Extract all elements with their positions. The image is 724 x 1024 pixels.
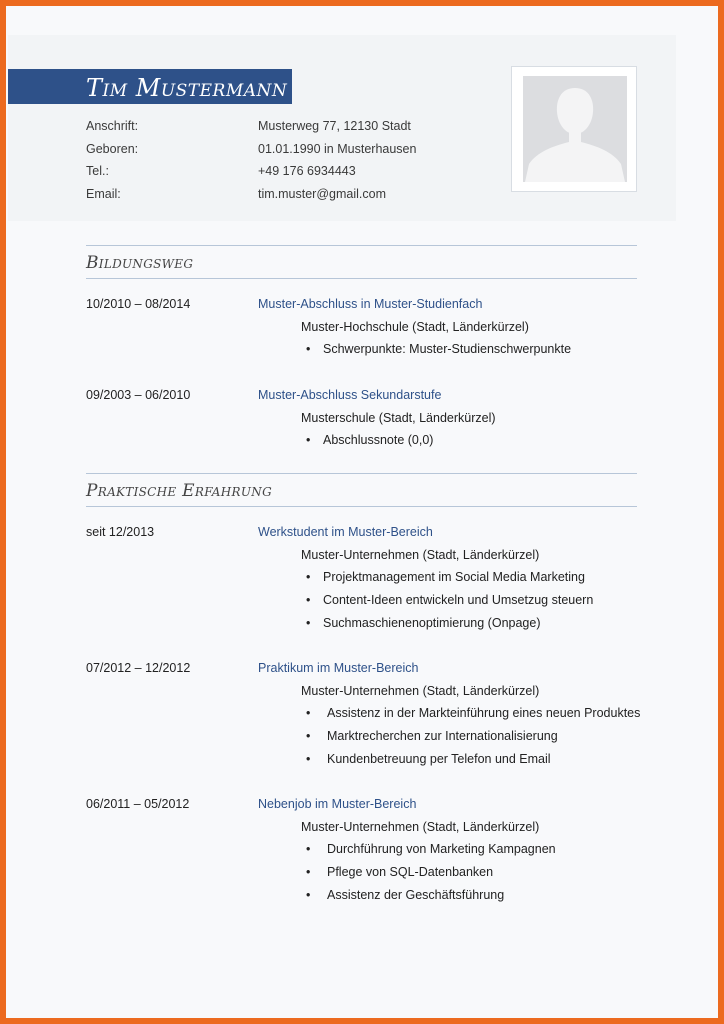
- section-rule-top: [86, 245, 637, 246]
- entry-org: Muster-Hochschule (Stadt, Länderkürzel): [301, 320, 529, 334]
- contact-value: 01.01.1990 in Musterhausen: [258, 142, 417, 156]
- section-rule-top: [86, 473, 637, 474]
- bullet-dot-icon: •: [306, 752, 311, 766]
- entry-date: seit 12/2013: [86, 525, 155, 539]
- list-item-text: Marktrecherchen zur Internationalisierung: [327, 729, 558, 743]
- entry-date: 09/2003 – 06/2010: [86, 388, 191, 402]
- list-item-text: Suchmaschienenoptimierung (Onpage): [323, 616, 541, 630]
- bullet-dot-icon: •: [306, 842, 311, 856]
- entry-org: Musterschule (Stadt, Länderkürzel): [301, 411, 496, 425]
- bullet-dot-icon: •: [306, 706, 311, 720]
- entry-title: Muster-Abschluss Sekundarstufe: [258, 388, 442, 402]
- contact-value: tim.muster@gmail.com: [258, 187, 386, 201]
- list-item-text: Assistenz der Geschäftsführung: [327, 888, 505, 902]
- entry-title: Nebenjob im Muster-Bereich: [258, 797, 417, 811]
- entry-org: Muster-Unternehmen (Stadt, Länderkürzel): [301, 820, 540, 834]
- list-item-text: Durchführung von Marketing Kampagnen: [327, 842, 556, 856]
- section-title-education: Bildungsweg: [86, 253, 194, 273]
- profile-photo: [511, 66, 637, 192]
- section-rule-bottom: [86, 506, 637, 507]
- bullet-dot-icon: •: [306, 865, 311, 879]
- entry-date: 07/2012 – 12/2012: [86, 661, 191, 675]
- list-item-text: Schwerpunkte: Muster-Studienschwerpunkte: [323, 342, 572, 356]
- entry-org: Muster-Unternehmen (Stadt, Länderkürzel): [301, 548, 540, 562]
- bullet-dot-icon: •: [306, 433, 311, 447]
- contact-label: Tel.:: [86, 164, 109, 178]
- list-item-text: Assistenz in der Markteinführung eines neuen Produktes: [327, 706, 641, 720]
- list-item-text: Pflege von SQL-Datenbanken: [327, 865, 494, 879]
- entry-org: Muster-Unternehmen (Stadt, Länderkürzel): [301, 684, 540, 698]
- contact-label: Email:: [86, 187, 121, 201]
- entry-date: 10/2010 – 08/2014: [86, 297, 191, 311]
- list-item-text: Abschlussnote (0,0): [323, 433, 434, 447]
- entry-title: Werkstudent im Muster-Bereich: [258, 525, 433, 539]
- contact-label: Geboren:: [86, 142, 139, 156]
- contact-value: +49 176 6934443: [258, 164, 356, 178]
- person-placeholder-icon: [523, 76, 627, 182]
- list-item-text: Content-Ideen entwickeln und Umsetzug steuern: [323, 593, 594, 607]
- section-title-experience: Praktische Erfahrung: [86, 481, 272, 501]
- candidate-name: Tim Mustermann: [86, 74, 288, 102]
- contact-value: Musterweg 77, 12130 Stadt: [258, 119, 411, 133]
- bullet-dot-icon: •: [306, 729, 311, 743]
- bullet-dot-icon: •: [306, 593, 311, 607]
- list-item-text: Kundenbetreuung per Telefon und Email: [327, 752, 551, 766]
- contact-label: Anschrift:: [86, 119, 139, 133]
- bullet-dot-icon: •: [306, 616, 311, 630]
- bullet-dot-icon: •: [306, 570, 311, 584]
- bullet-dot-icon: •: [306, 888, 311, 902]
- entry-title: Muster-Abschluss in Muster-Studienfach: [258, 297, 483, 311]
- bullet-dot-icon: •: [306, 342, 311, 356]
- entry-title: Praktikum im Muster-Bereich: [258, 661, 419, 675]
- list-item-text: Projektmanagement im Social Media Marketing: [323, 570, 585, 584]
- section-rule-bottom: [86, 278, 637, 279]
- entry-date: 06/2011 – 05/2012: [86, 797, 190, 811]
